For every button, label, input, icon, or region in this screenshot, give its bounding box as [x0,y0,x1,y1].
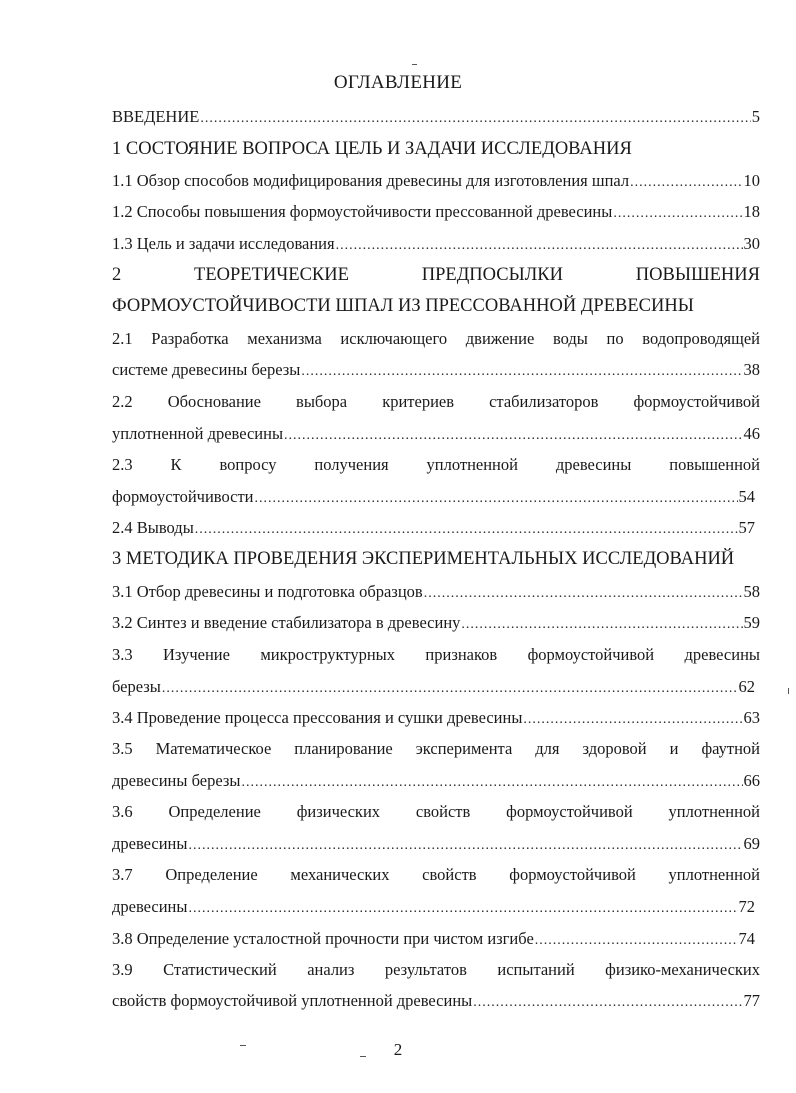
toc-entry-text: 2.4 Выводы [112,518,194,537]
dot-leader [188,835,742,855]
toc-page-number: 77 [743,991,760,1010]
dot-leader [284,425,742,445]
toc-entry-1-2 [112,201,760,223]
toc-entry-text: 3.4 Проведение процесса прессования и сушки древесины [112,708,523,727]
toc-page-number: 74 [738,929,755,948]
toc-entry-text: формоустойчивости [112,487,254,506]
toc-page-number: 59 [743,613,760,632]
toc-page-number: 30 [743,234,760,253]
toc-page-number: 38 [743,360,760,379]
toc-page-number: 72 [738,897,755,916]
toc-entry-text: 3.2 Синтез и введение стабилизатора в древесину [112,613,461,632]
scan-speck [360,1056,366,1057]
dot-leader [523,709,742,729]
toc-entry-text: 1.1 Обзор способов модифицирования древесины для изготовления шпал [112,171,630,190]
dot-leader [200,108,750,128]
toc-entry-text: уплотненной древесины [112,424,284,443]
toc-entry-1-3 [112,233,760,255]
dot-leader [301,361,742,381]
dot-leader [630,172,742,192]
toc-page-number: 54 [738,487,755,506]
dot-leader [188,898,737,918]
toc-entry-text: древесины [112,897,188,916]
toc-page-number: 18 [743,202,760,221]
toc-page-number: 62 [738,677,755,696]
toc-entry-3-8 [112,928,755,950]
toc-entry-3-3-line2 [112,676,755,698]
toc-page-number: 58 [743,582,760,601]
dot-leader [424,583,743,603]
dot-leader [535,930,738,950]
page-number: 2 [393,1040,403,1059]
toc-page-number: 57 [738,518,755,537]
toc-entry-2-1-line1: 2.1 Разработка механизма исключающего движение воды по водопроводящей [112,329,760,348]
scan-speck [788,688,789,694]
toc-chapter-3: 3 МЕТОДИКА ПРОВЕДЕНИЯ ЭКСПЕРИМЕНТАЛЬНЫХ ИССЛЕДОВАНИЙ [112,549,735,569]
toc-entry-3-1 [112,581,760,603]
toc-chapter-1: 1 СОСТОЯНИЕ ВОПРОСА ЦЕЛЬ И ЗАДАЧИ ИССЛЕДОВАНИЯ [112,139,632,159]
dot-leader [195,519,738,539]
toc-entry-text: древесины березы [112,771,241,790]
toc-page-number: 10 [743,171,760,190]
toc-entry-text: системе древесины березы [112,360,301,379]
toc-entry-text: ВВЕДЕНИЕ [112,107,200,126]
toc-entry-3-6-line1: 3.6 Определение физических свойств формоустойчивой уплотненной [112,802,760,821]
toc-chapter-2-line2: ФОРМОУСТОЙЧИВОСТИ ШПАЛ ИЗ ПРЕССОВАННОЙ ДРЕВЕСИНЫ [112,296,694,316]
toc-entry-3-3-line1: 3.3 Изучение микроструктурных признаков формоустойчивой древесины [112,645,760,664]
scan-speck [240,1045,246,1046]
toc-page-number: 46 [743,424,760,443]
toc-entry-3-7-line2 [112,896,755,918]
toc-entry-2-1-line2 [112,359,760,381]
toc-entry-text: березы [112,677,161,696]
toc-entry-2-4 [112,517,755,539]
toc-entry-text: 3.1 Отбор древесины и подготовка образцов [112,582,423,601]
toc-entry-3-2 [112,612,760,634]
dot-leader [336,235,743,255]
toc-entry-text: 1.3 Цель и задачи исследования [112,234,335,253]
toc-entry-2-2-line1: 2.2 Обоснование выбора критериев стабилизаторов формоустойчивой [112,392,760,411]
toc-page-number: 5 [751,107,760,126]
dot-leader [473,992,742,1012]
toc-entry-text: свойств формоустойчивой уплотненной древесины [112,991,473,1010]
toc-entry-2-2-line2 [112,423,760,445]
dot-leader [241,772,742,792]
toc-entry-text: древесины [112,834,188,853]
toc-entry-1-1 [112,170,760,192]
toc-entry-3-6-line2 [112,833,760,855]
scan-speck [412,64,417,65]
toc-entry-2-3-line1: 2.3 К вопросу получения уплотненной древесины повышенной [112,455,760,474]
dot-leader [461,614,742,634]
dot-leader [254,488,737,508]
toc-entry-3-9-line2 [112,990,760,1012]
toc-entry-3-4 [112,707,760,729]
dot-leader [613,203,742,223]
toc-page-number: 69 [743,834,760,853]
toc-title: ОГЛАВЛЕНИЕ [333,72,463,93]
toc-entry-3-9-line1: 3.9 Статистический анализ результатов испытаний физико-механических [112,960,760,979]
toc-entry-text: 3.8 Определение усталостной прочности при чистом изгибе [112,929,534,948]
toc-page-number: 63 [743,708,760,727]
toc-entry-intro [112,106,760,128]
toc-chapter-2-line1: 2 ТЕОРЕТИЧЕСКИЕ ПРЕДПОСЫЛКИ ПОВЫШЕНИЯ [112,265,760,285]
toc-entry-text: 1.2 Способы повышения формоустойчивости прессованной древесины [112,202,613,221]
toc-page-number: 66 [743,771,760,790]
toc-entry-3-5-line1: 3.5 Математическое планирование эксперимента для здоровой и фаутной [112,739,760,758]
toc-entry-3-7-line1: 3.7 Определение механических свойств формоустойчивой уплотненной [112,865,760,884]
toc-entry-3-5-line2 [112,770,760,792]
dot-leader [162,678,738,698]
toc-entry-2-3-line2 [112,486,755,508]
